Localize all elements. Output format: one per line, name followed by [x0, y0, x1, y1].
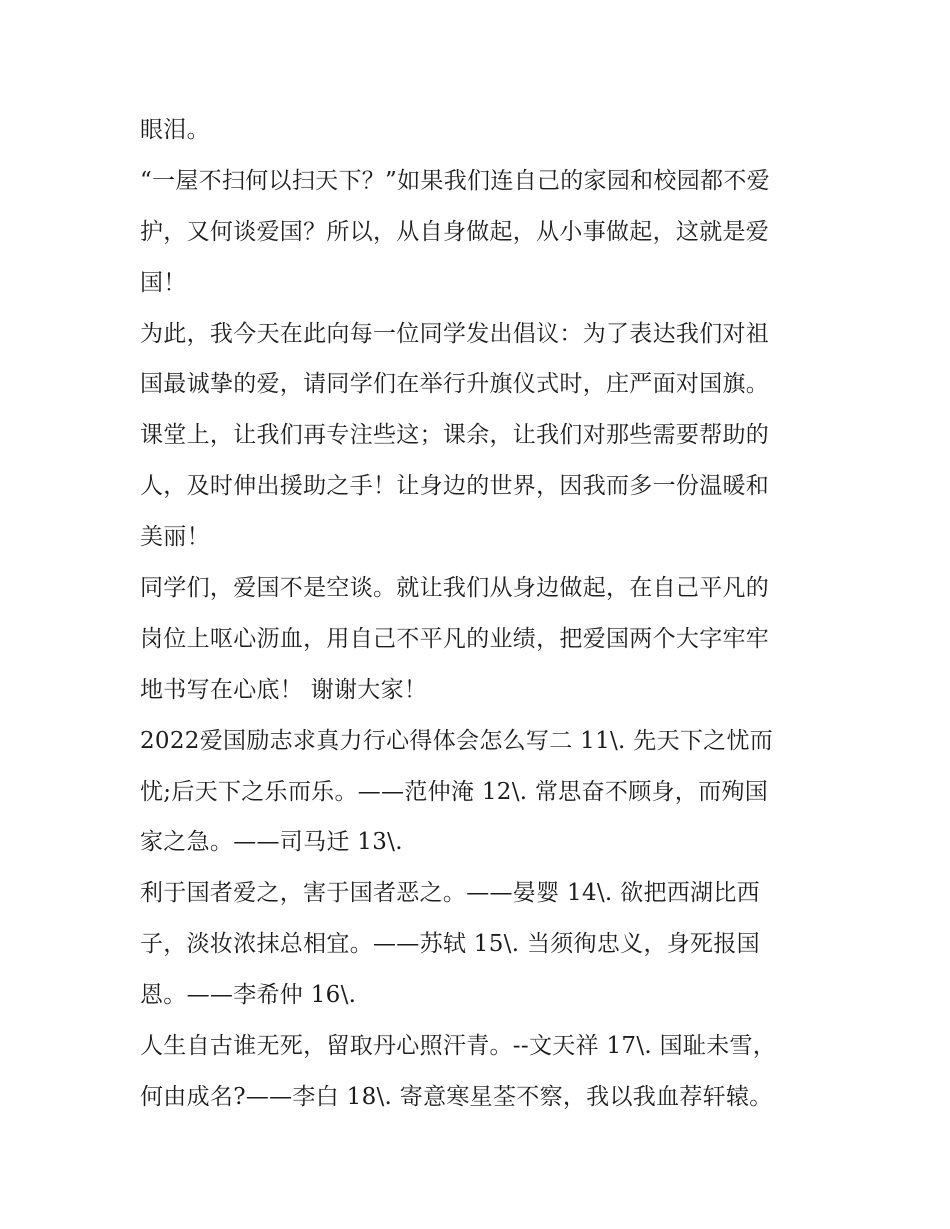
text-line: 地书写在心底！ 谢谢大家！: [140, 676, 428, 703]
body-text: [140, 105, 820, 1123]
text-line: 护，又何谈爱国？所以，从自身做起，从小事做起，这就是爱: [140, 218, 770, 245]
text-line: 何由成名?——李白 18\. 寄意寒星荃不察，我以我血荐轩辕。: [140, 1083, 773, 1110]
text-line: 为此，我今天在此向每一位同学发出倡议：为了表达我们对祖: [140, 320, 770, 347]
text-line: 国最诚挚的爱，请同学们在举行升旗仪式时，庄严面对国旗。: [140, 371, 770, 398]
text-line: 子，淡妆浓抹总相宜。——苏轼 15\. 当须徇忠义，身死报国: [140, 931, 760, 958]
text-line: 人生自古谁无死，留取丹心照汗青。--文天祥 17\. 国耻未雪，: [140, 1033, 777, 1060]
text-line: 人，及时伸出援助之手！让身边的世界，因我而多一份温暖和: [140, 473, 770, 500]
text-line: “一屋不扫何以扫天下？”如果我们连自己的家园和校园都不爱: [140, 167, 770, 194]
text-line: 2022爱国励志求真力行心得体会怎么写二 11\. 先天下之忧而: [140, 727, 774, 754]
text-line: 忧;后天下之乐而乐。——范仲淹 12\. 常思奋不顾身，而殉国: [140, 778, 768, 805]
text-line: 美丽！: [140, 524, 210, 551]
text-line: 国！: [140, 269, 187, 296]
text-line: 家之急。——司马迁 13\.: [140, 829, 403, 856]
text-line: 同学们，爱国不是空谈。就让我们从身边做起，在自己平凡的: [140, 575, 770, 602]
text-line: 岗位上呕心沥血，用自己不平凡的业绩，把爱国两个大字牢牢: [140, 625, 770, 652]
text-line: 眼泪。: [140, 117, 210, 143]
text-line: 课堂上，让我们再专注些这；课余，让我们对那些需要帮助的: [140, 422, 770, 449]
text-line: 恩。——李希仲 16\.: [140, 982, 357, 1009]
text-line: 利于国者爱之，害于国者恶之。——晏婴 14\. 欲把西湖比西: [140, 880, 760, 907]
